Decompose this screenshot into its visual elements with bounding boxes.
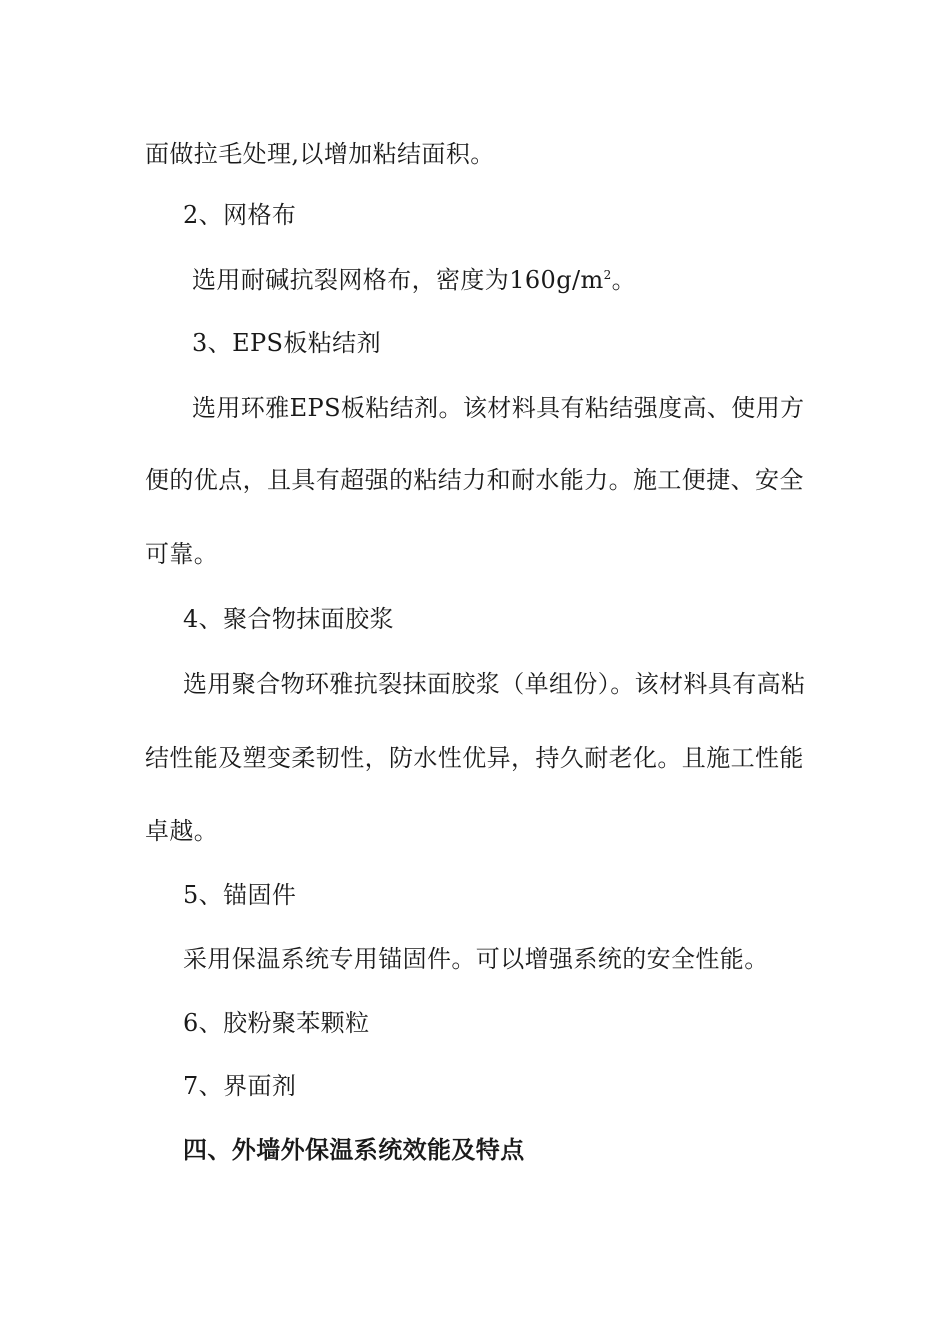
item-body-eps-line2: 便的优点，且具有超强的粘结力和耐水能力。施工便捷、安全 (145, 466, 804, 494)
item-body-anchor: 采用保温系统专用锚固件。可以增强系统的安全性能。 (183, 945, 769, 973)
item-heading-mesh: 2、网格布 (183, 201, 297, 229)
item-heading-interface-agent: 7、界面剂 (183, 1072, 297, 1100)
item-body-polymer-line2: 结性能及塑变柔韧性，防水性优异，持久耐老化。且施工性能 (145, 744, 804, 772)
item-heading-anchor: 5、锚固件 (183, 881, 297, 909)
item-heading-polymer-mortar: 4、聚合物抹面胶浆 (183, 605, 394, 633)
mesh-density-text: 选用耐碱抗裂网格布，密度为160g/m (192, 266, 604, 294)
item-heading-polystyrene-granules: 6、胶粉聚苯颗粒 (183, 1009, 370, 1037)
item-body-mesh (192, 263, 636, 297)
item-body-polymer-line1: 选用聚合物环雅抗裂抹面胶浆（单组份）。该材料具有高粘 (183, 670, 806, 698)
paragraph-continuation: 面做拉毛处理,以增加粘结面积。 (145, 140, 495, 168)
item-heading-eps-adhesive: 3、EPS板粘结剂 (192, 329, 381, 357)
item-body-eps-line3: 可靠。 (145, 540, 219, 568)
section-heading: 四、外墙外保温系统效能及特点 (183, 1136, 525, 1164)
item-body-polymer-line3: 卓越。 (145, 817, 219, 845)
period-text: 。 (611, 266, 637, 294)
superscript-2: 2 (603, 268, 612, 282)
item-body-eps-line1: 选用环雅EPS板粘结剂。该材料具有粘结强度高、使用方 (192, 394, 805, 422)
